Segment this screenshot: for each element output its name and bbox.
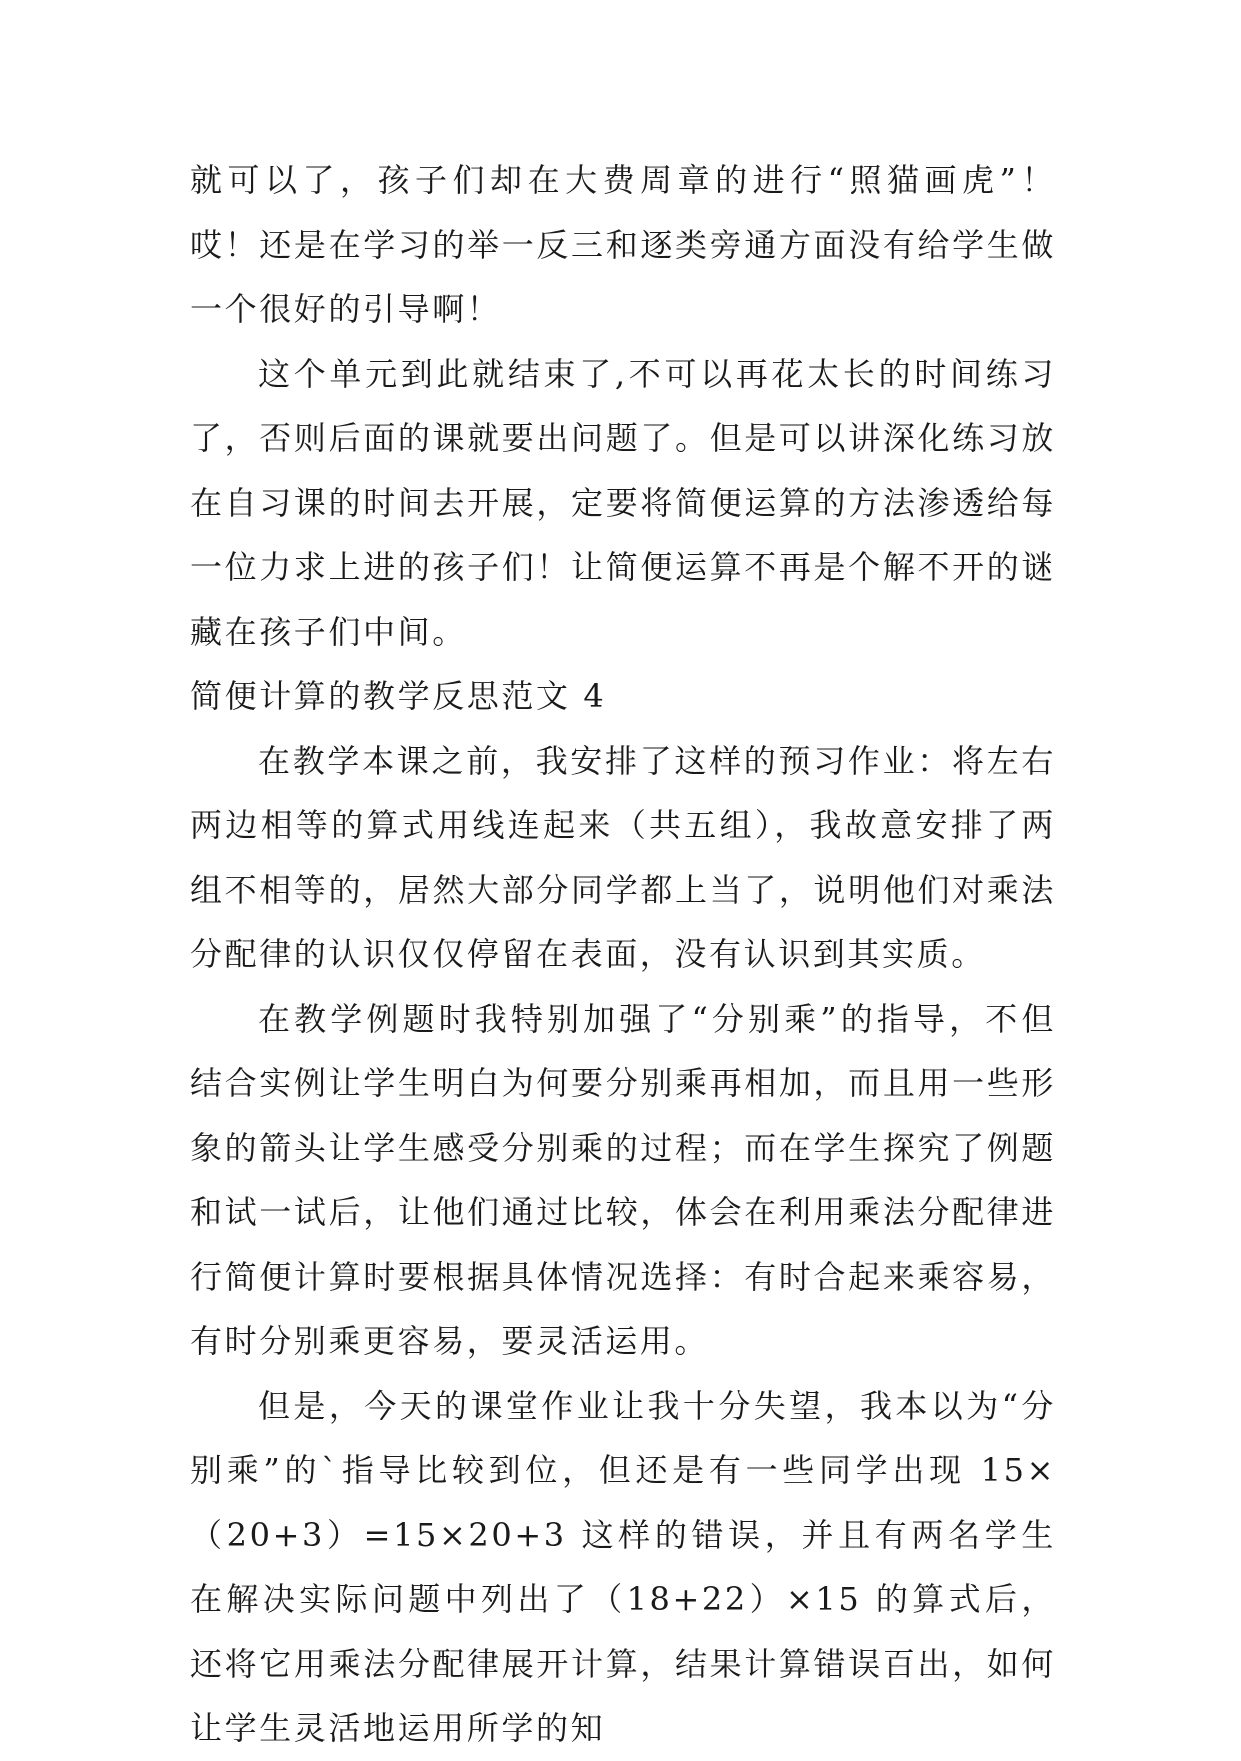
document-page xyxy=(190,148,1056,1761)
paragraph-preview-homework: 在教学本课之前，我安排了这样的预习作业：将左右两边相等的算式用线连起来（共五组），我故意安排了两组不相等的，居然大部分同学都上当了，说明他们对乘法分配律的认识仅仅停留在表面，没有认识到其实质。 xyxy=(190,741,1056,973)
paragraph-continuation: 就可以了，孩子们却在大费周章的进行“照猫画虎”！哎！还是在学习的举一反三和逐类旁通方面没有给学生做一个很好的引导啊！ xyxy=(190,161,1056,328)
paragraph-unit-end: 这个单元到此就结束了,不可以再花太长的时间练习了，否则后面的课就要出问题了。但是可以讲深化练习放在自习课的时间去开展，定要将简便运算的方法渗透给每一位力求上进的孩子们！让简便运算不再是个解不开的谜藏在孩子们中间。 xyxy=(190,354,1056,651)
paragraph-example-teaching: 在教学例题时我特别加强了“分别乘”的指导，不但结合实例让学生明白为何要分别乘再相加，而且用一些形象的箭头让学生感受分别乘的过程；而在学生探究了例题和试一试后，让他们通过比较，体会在利用乘法分配律进行简便计算时要根据具体情况选择：有时合起来乘容易，有时分别乘更容易，要灵活运用。 xyxy=(190,999,1056,1360)
section-heading: 简便计算的教学反思范文 4 xyxy=(190,677,607,715)
paragraph-classwork-reflection: 但是，今天的课堂作业让我十分失望，我本以为“分别乘”的`指导比较到位，但还是有一些同学出现 15×（20+3）=15×20+3 这样的错误，并且有两名学生在解决实际问题中列出了（18+22）×15 的算式后，还将它用乘法分配律展开计算，结果计算错误百出，如何让学生灵活地运用所学的知 xyxy=(190,1386,1056,1747)
